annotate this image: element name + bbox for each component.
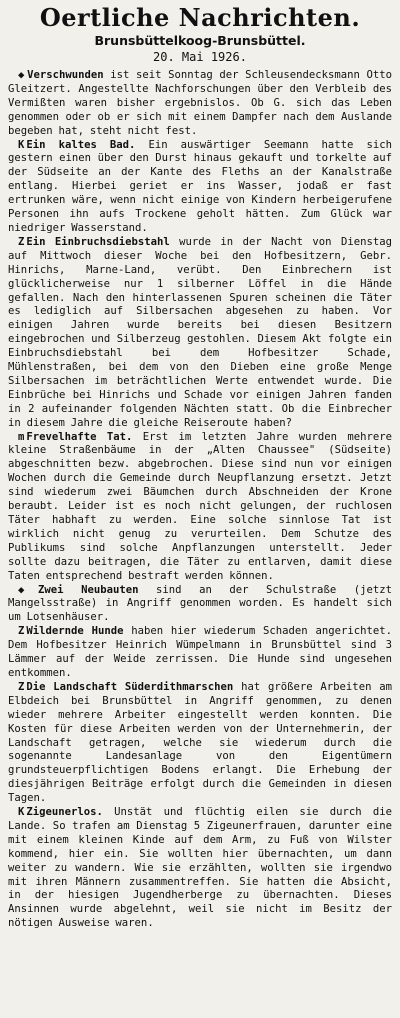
- article-neubauten: [8, 584, 392, 626]
- article-headline: Ein Einbruchsdiebstahl: [26, 235, 170, 248]
- article-marker: Z: [18, 235, 25, 248]
- article-headline: Verschwunden: [27, 69, 104, 81]
- article-body: Ein auswärtiger Seemann hatte sich gestern einen über den Durst hinaus gekauft und torkelte auf der Südseite an der Kante des Fleths an der Kanalstraße entlang. Hierbei geriet er ins Wasser, jodaß er fast ertrunken wäre, wenn nicht einige von Kindern herbeigerufene Personen ihn aufs Trockene geholt hätten. Zum Glück war niedriger Wasserstand.: [8, 138, 392, 234]
- article-marker: Z: [18, 680, 25, 693]
- article-headline: Zwei Neubauten: [38, 583, 139, 596]
- article-wildernde-hunde: [8, 625, 392, 681]
- article-body: hat größere Arbeiten am Elbdeich bei Brunsbüttel in Angriff genommen, zu denen wieder mehrere Arbeiter eingestellt werden konnten. Die Kosten für diese Arbeiten werden von der Unternehmerin, der Landschaft getragen, welche sie wiederum durch die sogenannte Landesanlage von den Eigentümern grundsteuerpflichtigen Bodens erlangt. Die Erhebung der diesjährigen Beiträge erfolgt durch die Gemeinden in diesen Tagen.: [8, 680, 392, 805]
- article-marker: K: [18, 138, 25, 151]
- section-title: Oertliche Nachrichten.: [39, 3, 361, 32]
- section-subtitle: Brunsbüttelkoog-Brunsbüttel.: [94, 33, 306, 48]
- article-headline: Wildernde Hunde: [26, 625, 124, 638]
- article-body: Erst im letzten Jahre wurden mehrere kleine Straßenbäume in der „Alten Chaussee" (Südseite) abgeschnitten bezw. abgebrochen. Diese sind nun vor einigen Wochen durch die Gemeinde durch Neupflanzung ersetzt. Jetzt sind wiederum zwei Bäumchen durch Abschneiden der Krone beraubt. Leider ist es noch nicht gelungen, der ruchlosen Täter habhaft zu werden. Eine solche sinnlose Tat ist wirklich nicht genug zu verurteilen. Dem Schutze des Publikums sind solche Anpflanzungen unterstellt. Jeder sollte dazu beitragen, die Täter zu entlarven, damit diese Taten entsprechend bestraft werden können.: [8, 430, 392, 582]
- article-body: wurde in der Nacht von Dienstag auf Mittwoch dieser Woche bei den Hofbesitzern, Gebr. Hinrichs, Marne-Land, verübt. Den Einbrechern ist glücklicherweise nur 1 silberner Löffel in die Hände gefallen. Nach den hinterlassenen Spuren scheinen die Täter es lediglich auf Silbersachen abgesehen zu haben. Vor einigen Jahren wurde bereits bei diesen Besitzern eingebrochen und Silberzeug gestohlen. Diesem Akt folgte ein Einbruchsdiebstahl bei dem Hofbesitzer Schade, Mühlenstraßen, bei dem von den Dieben eine große Menge Silbersachen im beträchtlichen Werte entwendet wurde. Die Einbrüche bei Hinrichs und Schade vor einigen Jahren fanden in 2 aufeinander folgenden Nächten statt. Ob die Einbrecher in diesem Jahre die gleiche Reiseroute haben?: [8, 235, 392, 429]
- article-marker: ◆: [18, 583, 37, 596]
- article-zigeunerlos: [8, 806, 392, 931]
- article-body: ist seit Sonntag der Schleusendecksmann Otto Gleitzert. Angestellte Nachforschungen über den Verbleib des Vermißten waren bisher ergebnislos. Ob G. sich das Leben genommen oder ob er sich mit einem Dampfer nach dem Auslande begeben hat, steht nicht fest.: [8, 69, 392, 137]
- article-body: Unstät und flüchtig eilen sie durch die Lande. So trafen am Dienstag 5 Zigeunerfrauen, darunter eine mit einem kleinen Kinde auf dem Arm, zu Fuß von Wilster kommend, hier ein. Sie wollten hier übernachten, um dann weiter zu wandern. Wie sie erzählten, wollten sie irgendwo mit ihren Männern zusammentreffen. Sie hatten die Absicht, in der hiesigen Jugendherberge zu übernachten. Dieses Ansinnen wurde abgelehnt, weil sie nicht im Besitz der nötigen Ausweise waren.: [8, 806, 392, 930]
- masthead: [8, 4, 392, 65]
- issue-date: 20. Mai 1926.: [153, 50, 247, 64]
- article-einbruchsdiebstahl: [8, 236, 392, 431]
- article-headline: Die Landschaft Süderdithmarschen: [26, 680, 234, 693]
- article-headline: Ein kaltes Bad.: [26, 138, 136, 151]
- article-landschaft: [8, 681, 392, 806]
- article-body: sind an der Schulstraße (jetzt Mangelsstraße) in Angriff genommen worden. Es handelt sich um Lotsenhäuser.: [8, 583, 392, 624]
- article-verschwunden: [8, 69, 392, 139]
- article-marker: m: [18, 430, 25, 443]
- article-marker: Z: [18, 625, 25, 638]
- article-frevelhafte-tat: [8, 431, 392, 584]
- article-kaltes-bad: [8, 139, 392, 236]
- article-body: haben hier wiederum Schaden angerichtet. Dem Hofbesitzer Heinrich Wümpelmann in Brunsbüttel sind 3 Lämmer auf der Weide zerrissen. Die Hunde sind ungesehen entkommen.: [8, 625, 392, 679]
- article-headline: Frevelhafte Tat.: [26, 430, 133, 443]
- article-marker: ◆: [18, 69, 26, 81]
- article-marker: K: [18, 806, 25, 819]
- article-headline: Zigeunerlos.: [26, 806, 103, 819]
